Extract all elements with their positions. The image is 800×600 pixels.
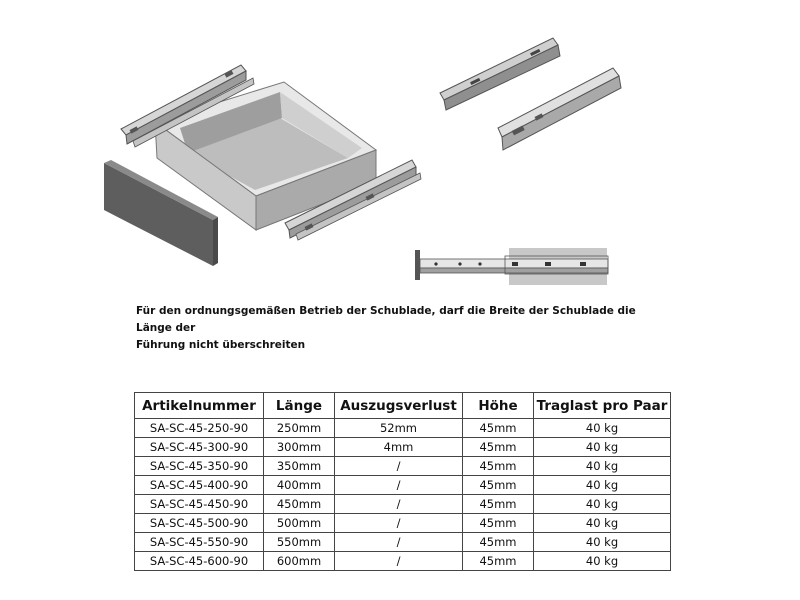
cell-hoehe: 45mm (463, 476, 534, 495)
cell-hoehe: 45mm (463, 533, 534, 552)
table-row (135, 552, 671, 571)
cell-hoehe: 45mm (463, 438, 534, 457)
cell-auszugsverlust: / (335, 514, 463, 533)
cell-hoehe: 45mm (463, 457, 534, 476)
cell-laenge: 250mm (264, 419, 335, 438)
cell-laenge: 300mm (264, 438, 335, 457)
cell-laenge: 350mm (264, 457, 335, 476)
runner-extended-side-view (415, 248, 608, 285)
cell-artikelnummer: SA-SC-45-400-90 (135, 476, 264, 495)
cell-laenge: 500mm (264, 514, 335, 533)
cell-laenge: 550mm (264, 533, 335, 552)
cell-traglast: 40 kg (534, 552, 671, 571)
cell-artikelnummer: SA-SC-45-300-90 (135, 438, 264, 457)
table-row (135, 419, 671, 438)
cell-artikelnummer: SA-SC-45-500-90 (135, 514, 264, 533)
table-header-row (135, 393, 671, 419)
cell-traglast: 40 kg (534, 438, 671, 457)
cell-auszugsverlust: / (335, 457, 463, 476)
runner-detail-middle (498, 68, 621, 150)
cell-traglast: 40 kg (534, 419, 671, 438)
note-line-2: Führung nicht überschreiten (136, 339, 306, 351)
table-row (135, 476, 671, 495)
cell-laenge: 450mm (264, 495, 335, 514)
header-artikelnummer: Artikelnummer (135, 393, 264, 419)
header-traglast: Traglast pro Paar (534, 393, 671, 419)
table-row (135, 514, 671, 533)
cell-artikelnummer: SA-SC-45-600-90 (135, 552, 264, 571)
note-line-1: Für den ordnungsgemäßen Betrieb der Schublade, darf die Breite der Schublade die Länge der (136, 305, 636, 334)
runner-detail-top (440, 38, 560, 110)
table-row (135, 438, 671, 457)
table-row (135, 533, 671, 552)
cell-hoehe: 45mm (463, 495, 534, 514)
cell-auszugsverlust: / (335, 552, 463, 571)
cell-artikelnummer: SA-SC-45-350-90 (135, 457, 264, 476)
cell-artikelnummer: SA-SC-45-550-90 (135, 533, 264, 552)
cell-artikelnummer: SA-SC-45-250-90 (135, 419, 264, 438)
cell-laenge: 400mm (264, 476, 335, 495)
header-hoehe: Höhe (463, 393, 534, 419)
cell-auszugsverlust: / (335, 495, 463, 514)
header-laenge: Länge (264, 393, 335, 419)
cell-traglast: 40 kg (534, 495, 671, 514)
cell-auszugsverlust: 52mm (335, 419, 463, 438)
drawer-width-note (136, 303, 656, 354)
cell-hoehe: 45mm (463, 552, 534, 571)
cell-auszugsverlust: / (335, 533, 463, 552)
cell-hoehe: 45mm (463, 514, 534, 533)
cell-auszugsverlust: / (335, 476, 463, 495)
table-row (135, 495, 671, 514)
cell-artikelnummer: SA-SC-45-450-90 (135, 495, 264, 514)
cell-traglast: 40 kg (534, 457, 671, 476)
cell-hoehe: 45mm (463, 419, 534, 438)
header-auszugsverlust: Auszugsverlust (335, 393, 463, 419)
table-row (135, 457, 671, 476)
cell-traglast: 40 kg (534, 476, 671, 495)
cell-traglast: 40 kg (534, 533, 671, 552)
specification-table (134, 392, 671, 571)
cell-auszugsverlust: 4mm (335, 438, 463, 457)
cell-laenge: 600mm (264, 552, 335, 571)
cell-traglast: 40 kg (534, 514, 671, 533)
